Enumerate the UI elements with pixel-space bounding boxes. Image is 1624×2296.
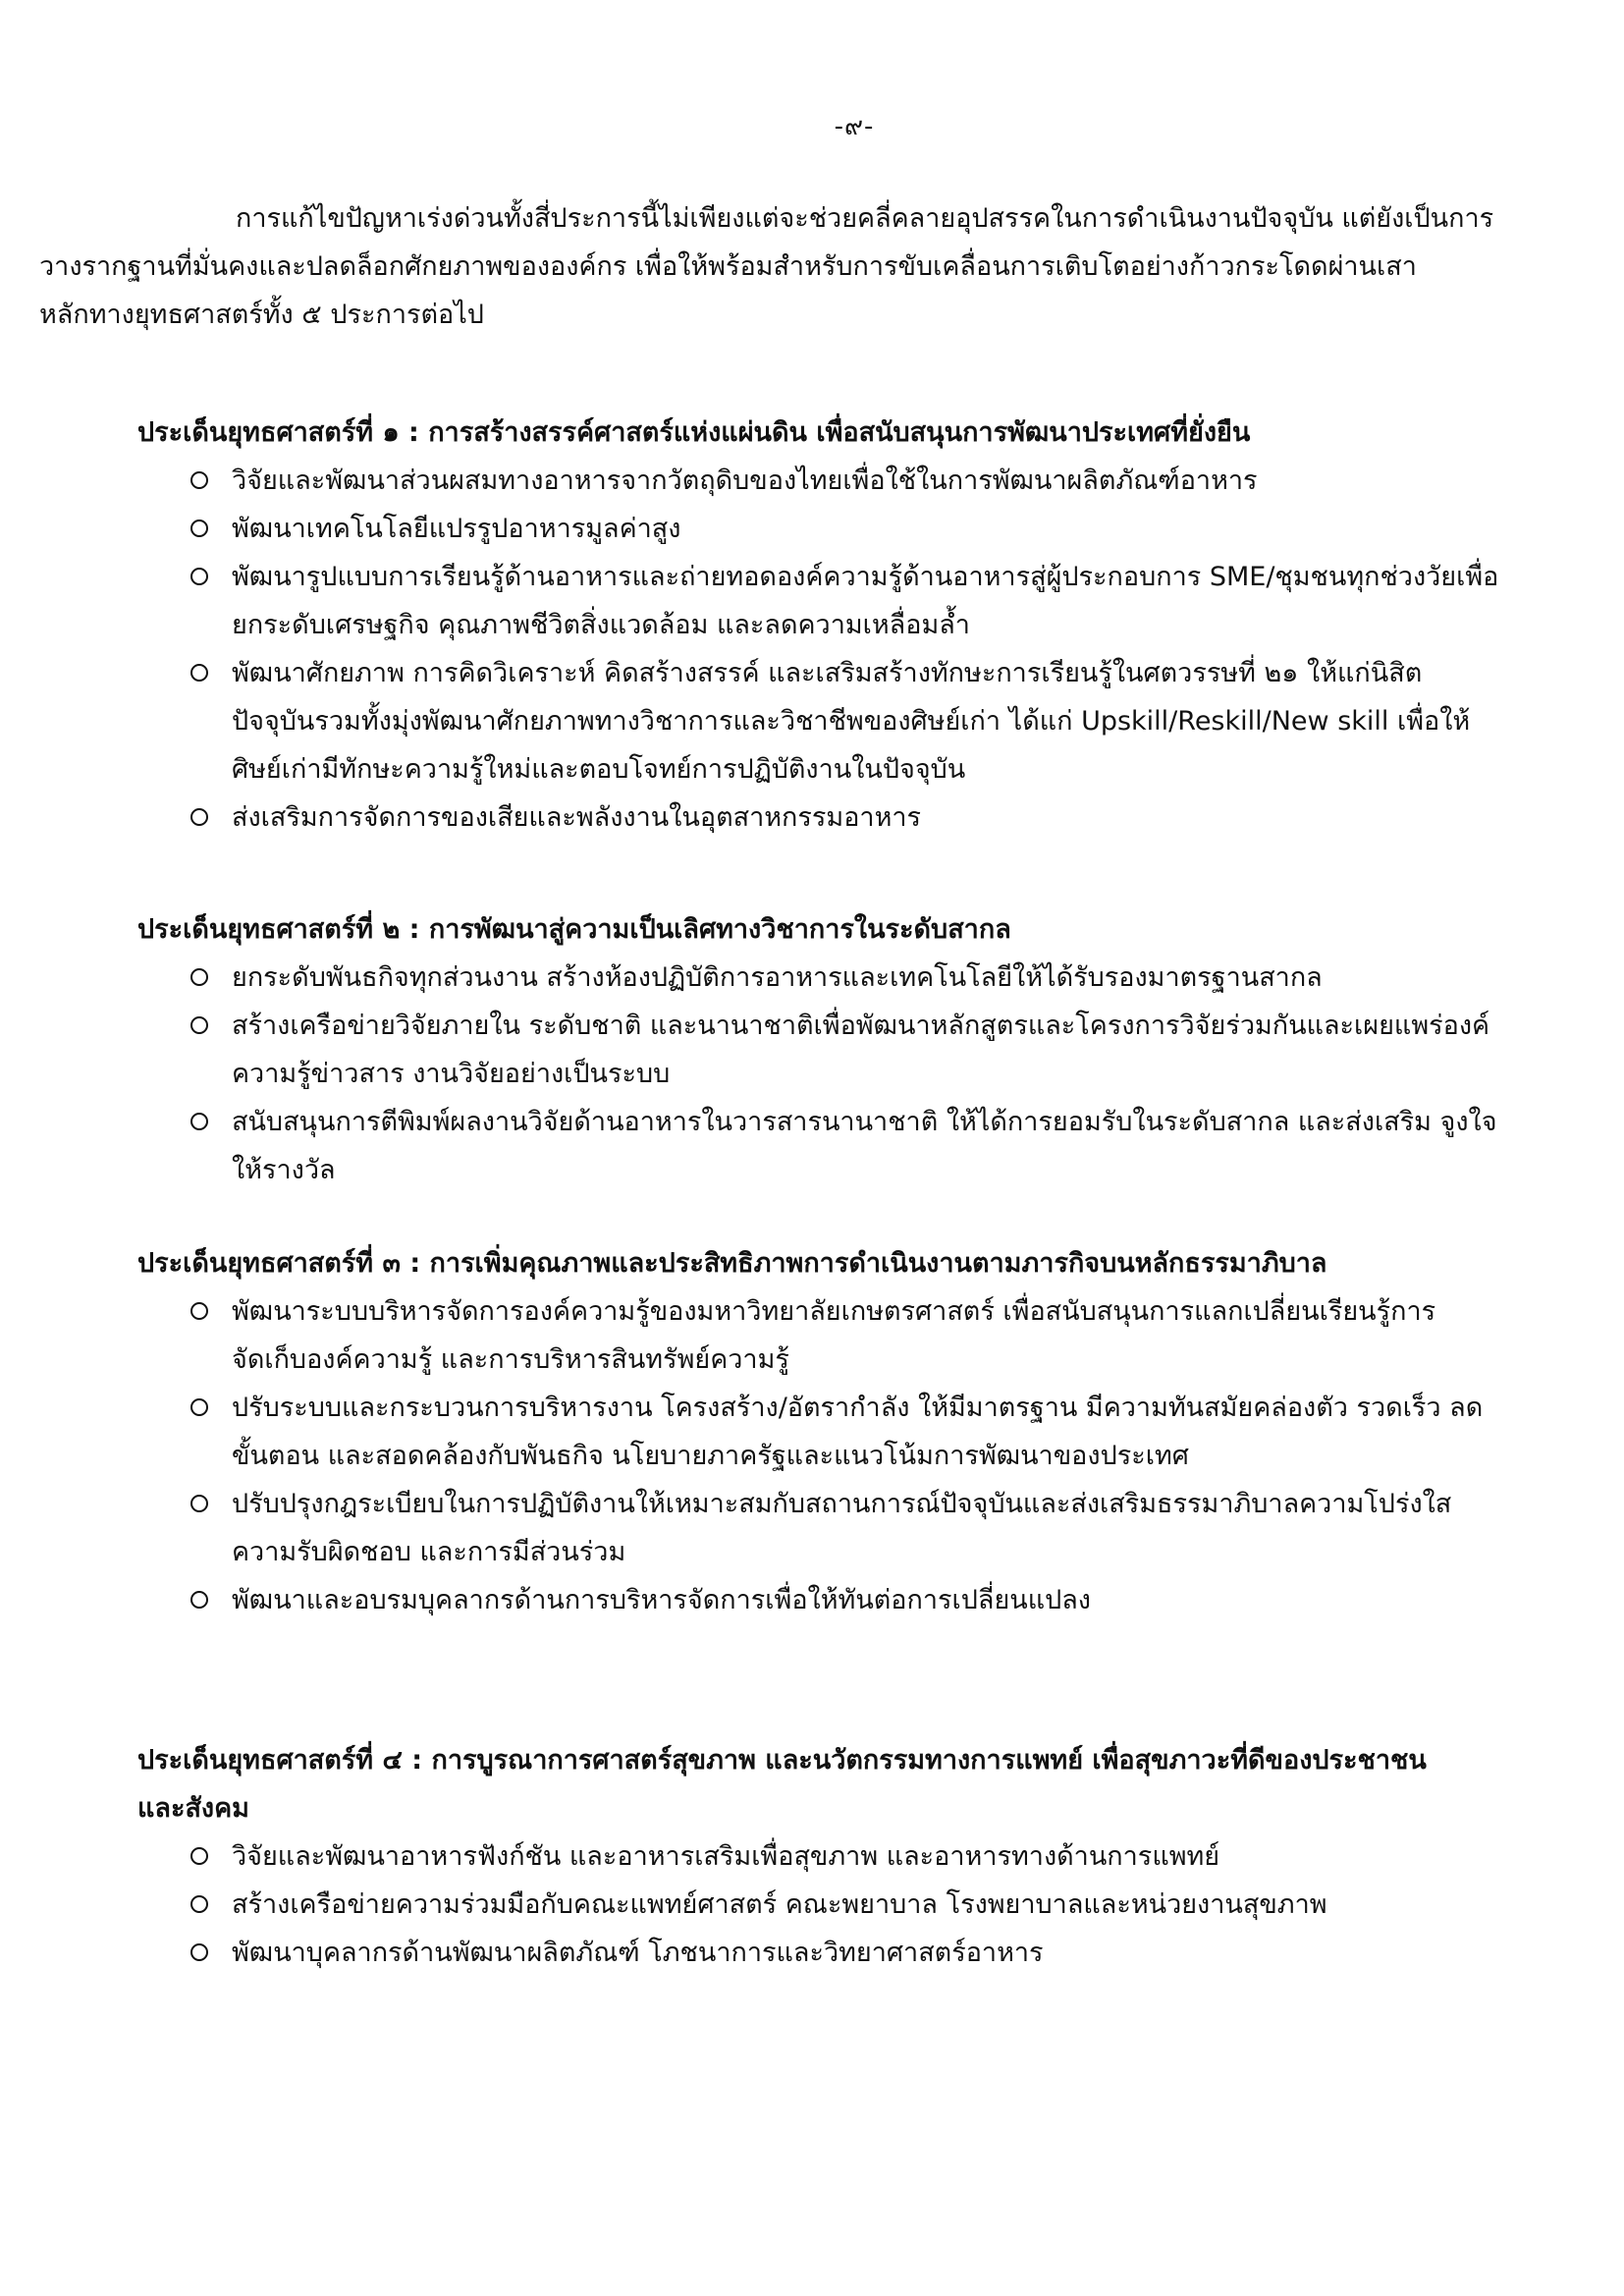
list-item bbox=[137, 1832, 1542, 1881]
list-item-line: ขั้นตอน และสอดคล้องกับพันธกิจ นโยบายภาครัฐและแนวโน้มการพัฒนาของประเทศ bbox=[232, 1441, 1189, 1471]
bullet-list bbox=[137, 457, 1542, 842]
list-item-line: พัฒนาระบบบริหารจัดการองค์ความรู้ของมหาวิทยาลัยเกษตรศาสตร์ เพื่อสนับสนุนการแลกเปลี่ยนเรียนรู้การ bbox=[232, 1296, 1436, 1327]
list-item bbox=[137, 1384, 1542, 1480]
strategy-section-2 bbox=[137, 905, 1542, 1194]
circle-bullet-icon bbox=[190, 1016, 208, 1034]
list-item-line: พัฒนารูปแบบการเรียนรู้ด้านอาหารและถ่ายทอดองค์ความรู้ด้านอาหารสู่ผู้ประกอบการ SME/ชุมชนทุกช่วงวัยเพื่อ bbox=[232, 562, 1499, 592]
list-item-line: พัฒนาและอบรมบุคลากรด้านการบริหารจัดการเพื่อให้ทันต่อการเปลี่ยนแปลง bbox=[232, 1585, 1091, 1615]
section-heading-line: ประเด็นยุทธศาสตร์ที่ ๔ : การบูรณาการศาสตร์สุขภาพ และนวัตกรรมทางการแพทย์ เพื่อสุขภาวะที่ดีของประชาชน bbox=[137, 1745, 1427, 1776]
circle-bullet-icon bbox=[190, 1895, 208, 1913]
strategy-section-3 bbox=[137, 1239, 1542, 1624]
list-item-line: ให้รางวัล bbox=[232, 1155, 336, 1185]
list-item-line: ปรับปรุงกฎระเบียบในการปฏิบัติงานให้เหมาะสมกับสถานการณ์ปัจจุบันและส่งเสริมธรรมาภิบาลความโปร่งใส bbox=[232, 1489, 1452, 1519]
intro-paragraph bbox=[39, 194, 1532, 339]
list-item-line: ยกระดับเศรษฐกิจ คุณภาพชีวิตสิ่งแวดล้อม และลดความเหลื่อมล้ำ bbox=[232, 610, 970, 640]
list-item bbox=[137, 505, 1542, 553]
list-item-line: ศิษย์เก่ามีทักษะความรู้ใหม่และตอบโจทย์การปฏิบัติงานในปัจจุบัน bbox=[232, 754, 966, 785]
list-item-line: สร้างเครือข่ายความร่วมมือกับคณะแพทย์ศาสตร์ คณะพยาบาล โรงพยาบาลและหน่วยงานสุขภาพ bbox=[232, 1889, 1327, 1920]
bullet-list bbox=[137, 1287, 1542, 1624]
circle-bullet-icon bbox=[190, 1847, 208, 1865]
list-item bbox=[137, 1480, 1542, 1576]
circle-bullet-icon bbox=[190, 1943, 208, 1961]
list-item-line: วิจัยและพัฒนาอาหารฟังก์ชัน และอาหารเสริมเพื่อสุขภาพ และอาหารทางด้านการแพทย์ bbox=[232, 1841, 1220, 1872]
circle-bullet-icon bbox=[190, 1591, 208, 1609]
circle-bullet-icon bbox=[190, 519, 208, 537]
list-item bbox=[137, 954, 1542, 1002]
list-item-line: สนับสนุนการตีพิมพ์ผลงานวิจัยด้านอาหารในวารสารนานาชาติ ให้ได้การยอมรับในระดับสากล และส่งเสริม จูงใจ bbox=[232, 1107, 1497, 1137]
circle-bullet-icon bbox=[190, 808, 208, 826]
list-item bbox=[137, 793, 1542, 842]
page-number: -๙- bbox=[834, 112, 875, 141]
intro-line: วางรากฐานที่มั่นคงและปลดล็อกศักยภาพขององค์กร เพื่อให้พร้อมสำหรับการขับเคลื่อนการเติบโตอย่างก้าวกระโดดผ่านเสา bbox=[39, 251, 1417, 282]
list-item-line: ปัจจุบันรวมทั้งมุ่งพัฒนาศักยภาพทางวิชาการและวิชาชีพของศิษย์เก่า ได้แก่ Upskill/Reskill/New skill เพื่อให้ bbox=[232, 706, 1471, 737]
list-item bbox=[137, 1881, 1542, 1929]
list-item bbox=[137, 1002, 1542, 1098]
list-item-line: วิจัยและพัฒนาส่วนผสมทางอาหารจากวัตถุดิบของไทยเพื่อใช้ในการพัฒนาผลิตภัณฑ์อาหาร bbox=[232, 465, 1258, 496]
circle-bullet-icon bbox=[190, 968, 208, 986]
bullet-list bbox=[137, 1832, 1542, 1977]
list-item-line: ปรับระบบและกระบวนการบริหารงาน โครงสร้าง/อัตรากำลัง ให้มีมาตรฐาน มีความทันสมัยคล่องตัว รวดเร็ว ลด bbox=[232, 1393, 1484, 1423]
list-item bbox=[137, 1576, 1542, 1624]
list-item bbox=[137, 1098, 1542, 1194]
section-heading-line: และสังคม bbox=[137, 1793, 249, 1824]
strategy-section-1 bbox=[137, 409, 1542, 842]
list-item-line: ความรับผิดชอบ และการมีส่วนร่วม bbox=[232, 1537, 626, 1567]
list-item-line: จัดเก็บองค์ความรู้ และการบริหารสินทรัพย์ความรู้ bbox=[232, 1344, 789, 1375]
intro-line: การแก้ไขปัญหาเร่งด่วนทั้งสี่ประการนี้ไม่เพียงแต่จะช่วยคลี่คลายอุปสรรคในการดำเนินงานปัจจุบัน แต่ยังเป็นการ bbox=[236, 203, 1494, 234]
circle-bullet-icon bbox=[190, 1398, 208, 1416]
section-heading bbox=[137, 1736, 1542, 1832]
section-heading-line: ประเด็นยุทธศาสตร์ที่ ๒ : การพัฒนาสู่ความเป็นเลิศทางวิชาการในระดับสากล bbox=[137, 914, 1011, 945]
list-item bbox=[137, 1929, 1542, 1977]
list-item bbox=[137, 649, 1542, 793]
circle-bullet-icon bbox=[190, 1302, 208, 1320]
section-heading-line: ประเด็นยุทธศาสตร์ที่ ๓ : การเพิ่มคุณภาพและประสิทธิภาพการดำเนินงานตามภารกิจบนหลักธรรมาภิบาล bbox=[137, 1248, 1327, 1279]
section-heading bbox=[137, 905, 1542, 954]
list-item bbox=[137, 457, 1542, 505]
list-item bbox=[137, 1287, 1542, 1384]
list-item-line: ความรู้ข่าวสาร งานวิจัยอย่างเป็นระบบ bbox=[232, 1059, 671, 1089]
list-item bbox=[137, 553, 1542, 649]
list-item-line: พัฒนาศักยภาพ การคิดวิเคราะห์ คิดสร้างสรรค์ และเสริมสร้างทักษะการเรียนรู้ในศตวรรษที่ ๒๑ ให้แก่นิสิต bbox=[232, 658, 1423, 688]
list-item-line: ส่งเสริมการจัดการของเสียและพลังงานในอุตสาหกรรมอาหาร bbox=[232, 802, 922, 833]
section-heading bbox=[137, 409, 1542, 457]
section-heading bbox=[137, 1239, 1542, 1287]
circle-bullet-icon bbox=[190, 1495, 208, 1512]
list-item-line: พัฒนาเทคโนโลยีแปรรูปอาหารมูลค่าสูง bbox=[232, 514, 681, 544]
list-item-line: พัฒนาบุคลากรด้านพัฒนาผลิตภัณฑ์ โภชนาการและวิทยาศาสตร์อาหาร bbox=[232, 1938, 1044, 1968]
circle-bullet-icon bbox=[190, 568, 208, 585]
section-heading-line: ประเด็นยุทธศาสตร์ที่ ๑ : การสร้างสรรค์ศาสตร์แห่งแผ่นดิน เพื่อสนับสนุนการพัฒนาประเทศที่ยั่งยืน bbox=[137, 417, 1251, 448]
strategy-section-4 bbox=[137, 1736, 1542, 1977]
circle-bullet-icon bbox=[190, 664, 208, 682]
list-item-line: ยกระดับพันธกิจทุกส่วนงาน สร้างห้องปฏิบัติการอาหารและเทคโนโลยีให้ได้รับรองมาตรฐานสากล bbox=[232, 962, 1323, 993]
circle-bullet-icon bbox=[190, 1113, 208, 1130]
intro-line: หลักทางยุทธศาสตร์ทั้ง ๕ ประการต่อไป bbox=[39, 300, 484, 330]
circle-bullet-icon bbox=[190, 471, 208, 489]
list-item-line: สร้างเครือข่ายวิจัยภายใน ระดับชาติ และนานาชาติเพื่อพัฒนาหลักสูตรและโครงการวิจัยร่วมกันและเผยแพร่องค์ bbox=[232, 1011, 1490, 1041]
bullet-list bbox=[137, 954, 1542, 1194]
